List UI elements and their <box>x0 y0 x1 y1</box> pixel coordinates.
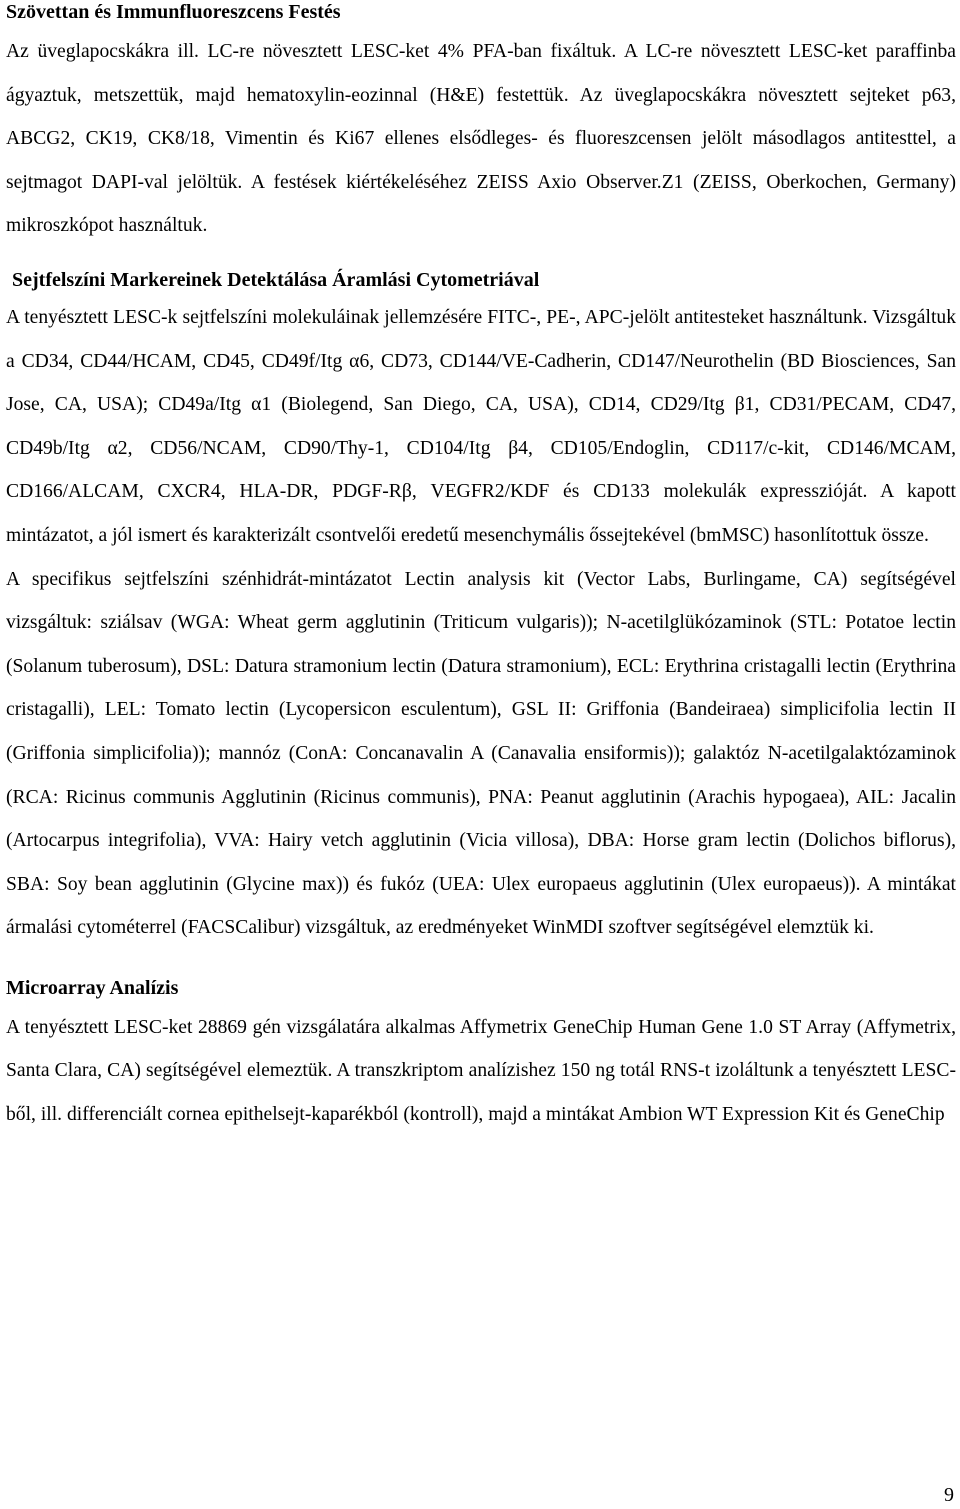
paragraph-flow-cytometry-markers: A tenyésztett LESC-k sejtfelszíni molekuláinak jellemzésére FITC-, PE-, APC-jelölt antitesteket használtunk. Vizsgáltuk a CD34, CD44/HCAM, CD45, CD49f/Itg α6, CD73, CD144/VE-Cadherin, CD147/Neurothelin (BD Biosciences, San Jose, CA, USA); CD49a/Itg α1 (Biolegend, San Diego, CA, USA), CD14, CD29/Itg β1, CD31/PECAM, CD47, CD49b/Itg α2, CD56/NCAM, CD90/Thy-1, CD104/Itg β4, CD105/Endoglin, CD117/c-kit, CD146/MCAM, CD166/ALCAM, CXCR4, HLA-DR, PDGF-Rβ, VEGFR2/KDF és CD133 molekulák expresszióját. A kapott mintázatot, a jól ismert és karakterizált csontvelői eredetű mesenchymális őssejtekével (bmMSC) hasonlítottuk össze. <box>6 306 956 546</box>
document-page <box>6 0 956 1137</box>
paragraph-histology: Az üveglapocskákra ill. LC-re növesztett LESC-ket 4% PFA-ban fixáltuk. A LC-re növesztett LESC-ket paraffinba ágyaztuk, metszettük, majd hematoxylin-eozinnal (H&E) festettük. Az üveglapocskákra növesztett sejteket p63, ABCG2, CK19, CK8/18, Vimentin és Ki67 ellenes elsődleges- és fluoreszcensen jelölt másodlagos antitesttel, a sejtmagot DAPI-val jelöltük. A festések kiértékeléséhez ZEISS Axio Observer.Z1 (ZEISS, Oberkochen, Germany) mikroszkópot használtuk. <box>6 41 956 237</box>
paragraph-microarray: A tenyésztett LESC-ket 28869 gén vizsgálatára alkalmas Affymetrix GeneChip Human Gene 1.0 ST Array (Affymetrix, Santa Clara, CA) segítségével elemeztük. A transzkriptom analízishez 150 ng totál RNS-t izoláltunk a tenyésztett LESC-ből, ill. differenciált cornea epithelsejt-kaparékból (kontroll), majd a mintákat Ambion WT Expression Kit és GeneChip <box>6 1016 956 1126</box>
section-heading-flow-cytometry: Sejtfelszíni Markereinek Detektálása Áramlási Cytometriával <box>12 268 540 291</box>
section-heading-histology: Szövettan és Immunfluoreszcens Festés <box>6 1 341 23</box>
page-number: 9 <box>944 1484 954 1506</box>
paragraph-flow-cytometry-lectins: A specifikus sejtfelszíni szénhidrát-mintázatot Lectin analysis kit (Vector Labs, Burlingame, CA) segítségével vizsgáltuk: sziálsav (WGA: Wheat germ agglutinin (Triticum vulgaris)); N-acetilglükózaminok (STL: Potatoe lectin (Solanum tuberosum), DSL: Datura stramonium lectin (Datura stramonium), ECL: Erythrina cristagalli lectin (Erythrina cristagalli), LEL: Tomato lectin (Lycopersicon esculentum), GSL II: Griffonia (Bandeiraea) simplicifolia lectin II (Griffonia simplicifolia)); mannóz (ConA: Concanavalin A (Canavalia ensiformis)); galaktóz N-acetilgalaktózaminok (RCA: Ricinus communis Agglutinin (Ricinus communis), PNA: Peanut agglutinin (Arachis hypogaea), AIL: Jacalin (Artocarpus integrifolia), VVA: Hairy vetch agglutinin (Vicia villosa), DBA: Horse gram lectin (Dolichos biflorus), SBA: Soy bean agglutinin (Glycine max)) és fukóz (UEA: Ulex europaeus agglutinin (Ulex europaeus)). A mintákat ármalási cytométerrel (FACSCalibur) vizsgáltuk, az eredményeket WinMDI szoftver segítségével elemztük ki. <box>6 568 956 939</box>
section-heading-microarray: Microarray Analízis <box>6 976 179 999</box>
